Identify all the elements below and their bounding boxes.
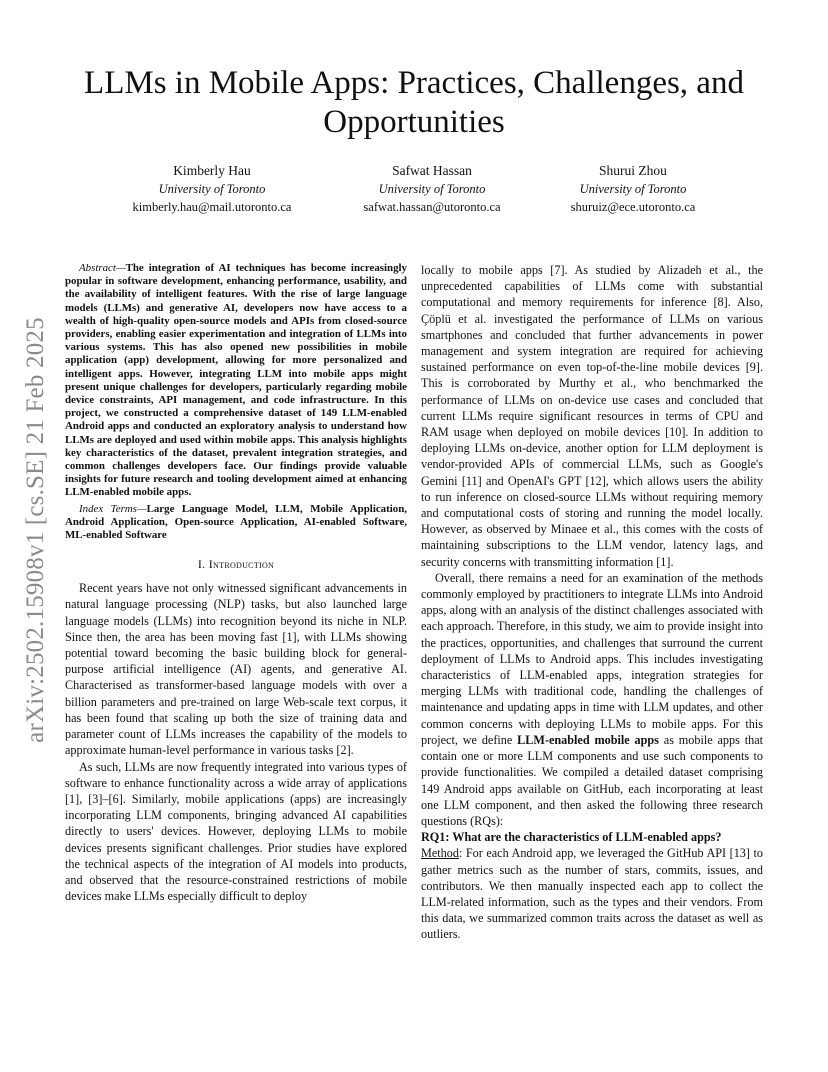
rq1-label: RQ1: What are the characteristics of LLM-enabled apps? bbox=[421, 830, 722, 845]
abstract-label: Abstract bbox=[79, 262, 116, 274]
paragraph-text: Overall, there remains a need for an examination of the methods commonly employed by practitioners to integrate LLMs into Android apps, along with an analysis of the distinct challenges associated with each approach. Therefore, in this study, we aim to provide insight into the practices, opportunities, and challenges that surround the current deployment of LLMs to Android apps. This includes investigating characteristics of LLM-enabled apps, integration strategies for merging LLMs with traditional code, handling the challenges of maintenance and updating apps in time with LLM updates, and other common concerns with deploying LLMs to mobile apps. For this project, we define bbox=[421, 570, 763, 747]
body-paragraph-continued: locally to mobile apps [7]. As studied by Alizadeh et al., the unprecedented capabilities of LLMs come with substantial computational and memory requirements for inference [8]. Also, Çöplü et al. investigated the performance of LLMs on various smartphones and concluded that further advancements in power management and system integration are required for achieving sustained performance on even top-of-the-line mobile devices [9]. This is corroborated by Murthy et al., who benchmarked the performance of LLMs on on-device use cases and concluded that current LLMs require significant resources in terms of CPU and RAM usage when deployed on mobile devices [10]. In addition to deploying LLMs on-device, another option for LLM deployment is vendor-provided APIs of commercial LLMs, such as Google's Gemini [11] and OpenAI's GPT [12], which allows users the ability to run inference on closed-source LLMs without requiring memory and computational costs of storing and running the model locally. However, as observed by Minaee et al., this comes with the costs of maintaining subscriptions to the LLM vendor, latency lags, and security concerns with transmitting information [1]. bbox=[421, 263, 763, 569]
abstract-dash: — bbox=[115, 262, 126, 274]
paragraph-text: as mobile apps that contain one or more LLM components and use such components to provide functionalities. We compiled a detailed dataset comprising 149 Android apps available on GitHub, each incorporating at least one LLM component, and then asked the following three research questions (RQs): bbox=[421, 732, 763, 828]
author-1 bbox=[97, 162, 327, 216]
arxiv-identifier-text: arXiv:2502.15908v1 [cs.SE] 21 Feb 2025 bbox=[22, 317, 49, 743]
author-affiliation: University of Toronto bbox=[378, 182, 486, 196]
author-2 bbox=[317, 162, 547, 216]
author-affiliation: University of Toronto bbox=[158, 182, 266, 196]
intro-paragraph-2: As such, LLMs are now frequently integrated into various types of software to enhance functionality across a wide array of applications [1], [3]–[6]. Similarly, mobile applications (apps) are increasingly incorporating LLM components, bringing advanced AI capabilities directly to users' devices. However, deploying LLMs to mobile devices presents significant challenges. Prior studies have explored the technical aspects of the integration of AI models into products, and observed that the resource-constrained restrictions of mobile devices make LLMs especially difficult to deploy bbox=[65, 759, 407, 904]
method-text: : For each Android app, we leveraged the GitHub API [13] to gather metrics such as the number of stars, commits, issues, and contributors. We then manually inspected each app to collect the LLM-related information, such as the types and their vendors. From this data, we summarized common traits across the dataset as well as outliers. bbox=[421, 846, 763, 942]
paper-title: LLMs in Mobile Apps: Practices, Challenges, and Opportunities bbox=[84, 65, 744, 140]
author-name: Shurui Zhou bbox=[599, 163, 667, 178]
index-terms-label: Index Terms bbox=[79, 502, 137, 515]
right-column bbox=[421, 262, 763, 943]
author-email: kimberly.hau@mail.utoronto.ca bbox=[132, 200, 292, 214]
index-terms-text: Large Language Model, LLM, Mobile Application, Android Application, Open-source Application, AI-enabled Software, ML-enabled Software bbox=[65, 502, 407, 542]
abstract-text: The integration of AI techniques has become increasingly popular in software development, enhancing performance, usability, and the availability of intelligent features. With the rise of large language models (LLMs) and generative AI, developers now have access to a wealth of high-quality open-source models and APIs from closed-source providers, enabling easier experimentation and integration of LLMs into various systems. This has also opened new possibilities in mobile application (app) development, allowing for more personalized and intelligent apps. However, integrating LLM into mobile apps might present unique challenges for developers, particularly regarding mobile device constraints, API management, and code infrastructure. In this project, we constructed a comprehensive dataset of 149 LLM-enabled Android apps and conducted an exploratory analysis to understand how LLMs are deployed and used within mobile apps. This analysis highlights key characteristics of the dataset, prevalent integration strategies, and common challenges developers face. Our findings provide valuable insights for future research and tooling development aimed at enhancing LLM-enabled mobile apps. bbox=[65, 262, 407, 499]
abstract bbox=[65, 262, 407, 500]
term-definition: LLM-enabled mobile apps bbox=[517, 732, 659, 747]
method-label: Method bbox=[421, 846, 459, 861]
index-terms bbox=[65, 503, 407, 543]
body-paragraph-overall bbox=[421, 570, 763, 829]
author-affiliation: University of Toronto bbox=[579, 182, 687, 196]
author-email: shuruiz@ece.utoronto.ca bbox=[570, 200, 696, 214]
section-heading-introduction: I. Introduction bbox=[197, 557, 275, 572]
index-terms-dash: — bbox=[136, 502, 147, 515]
research-question-1 bbox=[421, 829, 763, 942]
author-name: Kimberly Hau bbox=[173, 163, 251, 178]
author-name: Safwat Hassan bbox=[392, 163, 472, 178]
intro-paragraph-1: Recent years have not only witnessed significant advancements in natural language processing (NLP) tasks, but also launched large language models (LLMs) into recognition beyond its niche in NLP. Since then, the area has been moving fast [1], with LLMs showing potential toward becoming the basic building block for general-purpose artificial intelligence (AI) agents, and generative AI. Characterised as transformer-based language models with over a billion parameters and pre-trained on large Web-scale text corpus, it has been found that scaling up both the size of training data and parameter count of LLMs increases the capability of the models to approximate human-level performance in various tasks [2]. bbox=[65, 581, 407, 758]
author-3 bbox=[518, 162, 748, 216]
author-email: safwat.hassan@utoronto.ca bbox=[363, 200, 501, 214]
left-column bbox=[65, 262, 407, 904]
